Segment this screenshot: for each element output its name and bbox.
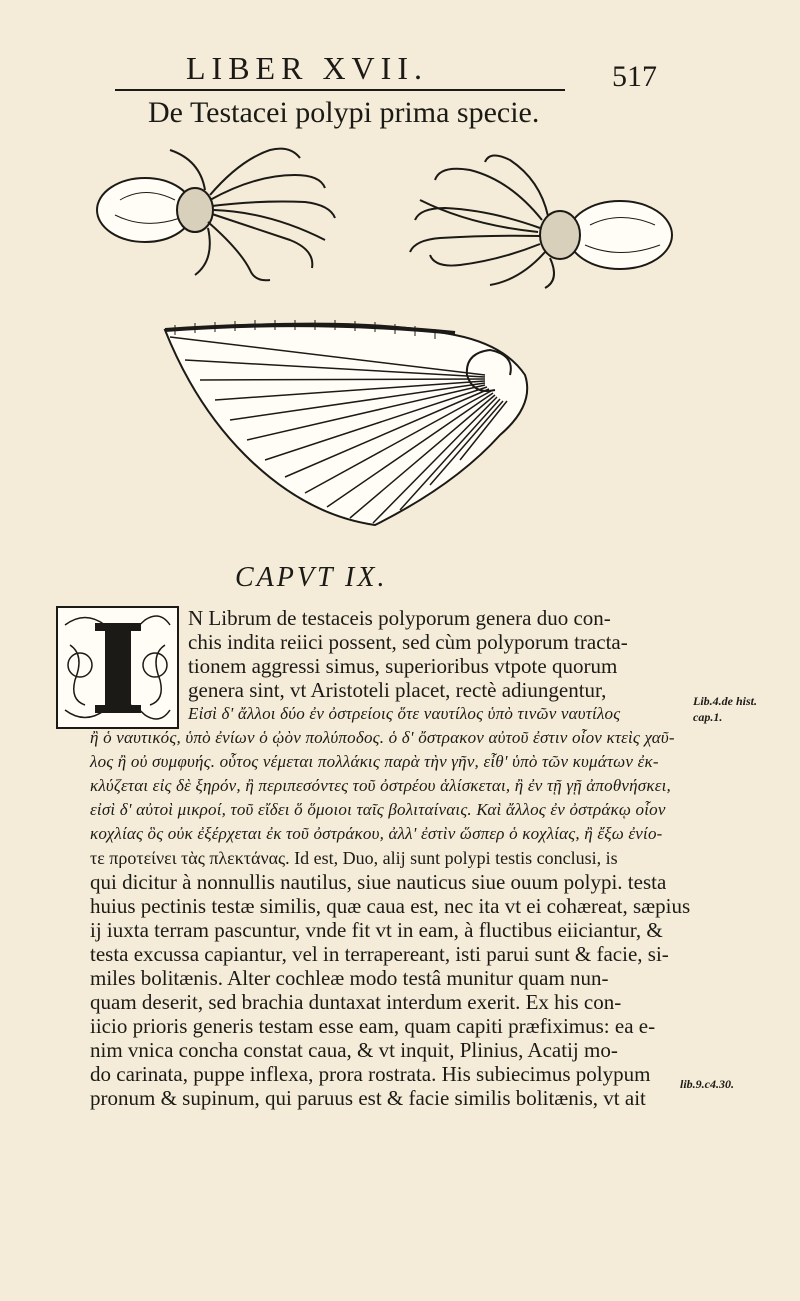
text-line-greek: κλύζεται εἰς δὲ ξηρόν, ἢ περιπεσόντες τοῦ ὀστρέου ἁλίσκεται, ἢ ἐν τῇ γῇ ἀποθνήσκει, — [90, 776, 671, 795]
body-text — [90, 606, 691, 1110]
nautilus-shell-illustration — [155, 315, 605, 535]
text-line: τε προτείνει τὰς πλεκτάνας. Id est, Duo, alij sunt polypi testis conclusi, is — [90, 848, 618, 868]
text-line: nim vnica concha constat caua, & vt inquit, Plinius, Acatij mo- — [90, 1038, 618, 1062]
text-line: testa excussa capiantur, vel in terrapereant, isti parui sunt & facie, si- — [90, 942, 669, 966]
text-line: quam deserit, sed brachia duntaxat interdum exerit. Ex his con- — [90, 990, 622, 1014]
margin-note: cap.1. — [693, 710, 723, 724]
margin-note: lib.9.c4.30. — [680, 1077, 734, 1091]
text-line: genera sint, vt Aristoteli placet, rectè adiungentur, — [188, 678, 607, 702]
text-line: tionem aggressi simus, superioribus vtpote quorum — [188, 654, 618, 678]
text-line: ij iuxta terram pascuntur, vnde fit vt in eam, à fluctibus eiiciantur, & — [90, 918, 663, 942]
text-line-greek: κοχλίας ὃς οὐκ ἐξέρχεται ἐκ τοῦ ὀστράκου, ἀλλ' ἐστὶν ὥσπερ ὁ κοχλίας, ἢ ἔξω ἐνίο- — [90, 824, 663, 843]
text-line-greek: λος ἢ οὐ συμφυής. οὗτος νέμεται πολλάκις παρὰ τὴν γῆν, εἶθ' ὑπὸ τῶν κυμάτων ἐκ- — [90, 752, 659, 771]
octopus-illustration — [90, 140, 690, 290]
header-rule — [115, 89, 565, 91]
text-line: miles bolitænis. Alter cochleæ modo testâ munitur quam nun- — [90, 966, 609, 990]
text-line-greek: εἰσὶ δ' αὐτοὶ μικροί, τοῦ εἴδει ὅ ὅμοιοι ταῖς βολιταίναις. Καὶ ἄλλος ἐν ὀστράκῳ οἷον — [90, 800, 666, 819]
margin-note: Lib.4.de hist. — [693, 694, 758, 708]
running-head: LIBER XVII. — [186, 50, 428, 86]
text-line: do carinata, puppe inflexa, prora rostrata. His subiecimus polypum — [90, 1062, 651, 1086]
text-line: huius pectinis testæ similis, quæ caua est, nec ita vt ei cohæreat, sæpius — [90, 894, 691, 918]
text-line-greek: Εἰσὶ δ' ἄλλοι δύο ἐν ὀστρείοις ὅτε ναυτίλος ὑπὸ τινῶν ναυτίλος — [188, 704, 621, 723]
text-line: N Librum de testaceis polyporum genera duo con- — [188, 606, 611, 630]
plate-title: De Testacei polypi prima specie. — [148, 96, 540, 129]
text-line: pronum & supinum, qui paruus est & facie similis bolitænis, vt ait — [90, 1086, 646, 1110]
text-line: iicio prioris generis testam esse eam, quam capiti præfiximus: ea e- — [90, 1014, 656, 1038]
text-line: qui dicitur à nonnullis nautilus, siue nauticus siue ouum polypi. testa — [90, 870, 667, 894]
page-number: 517 — [612, 60, 657, 93]
text-line: chis indita reiici possent, sed cùm polyporum tracta- — [188, 630, 628, 654]
chapter-heading: CAPVT IX. — [235, 562, 388, 593]
text-line-greek: ἢ ὁ ναυτικός, ὑπὸ ἐνίων ὁ ᾠὸν πολύποδος. ὁ δ' ὄστρακον αὐτοῦ ἐστιν οἷον κτεὶς χαῦ- — [90, 728, 675, 747]
